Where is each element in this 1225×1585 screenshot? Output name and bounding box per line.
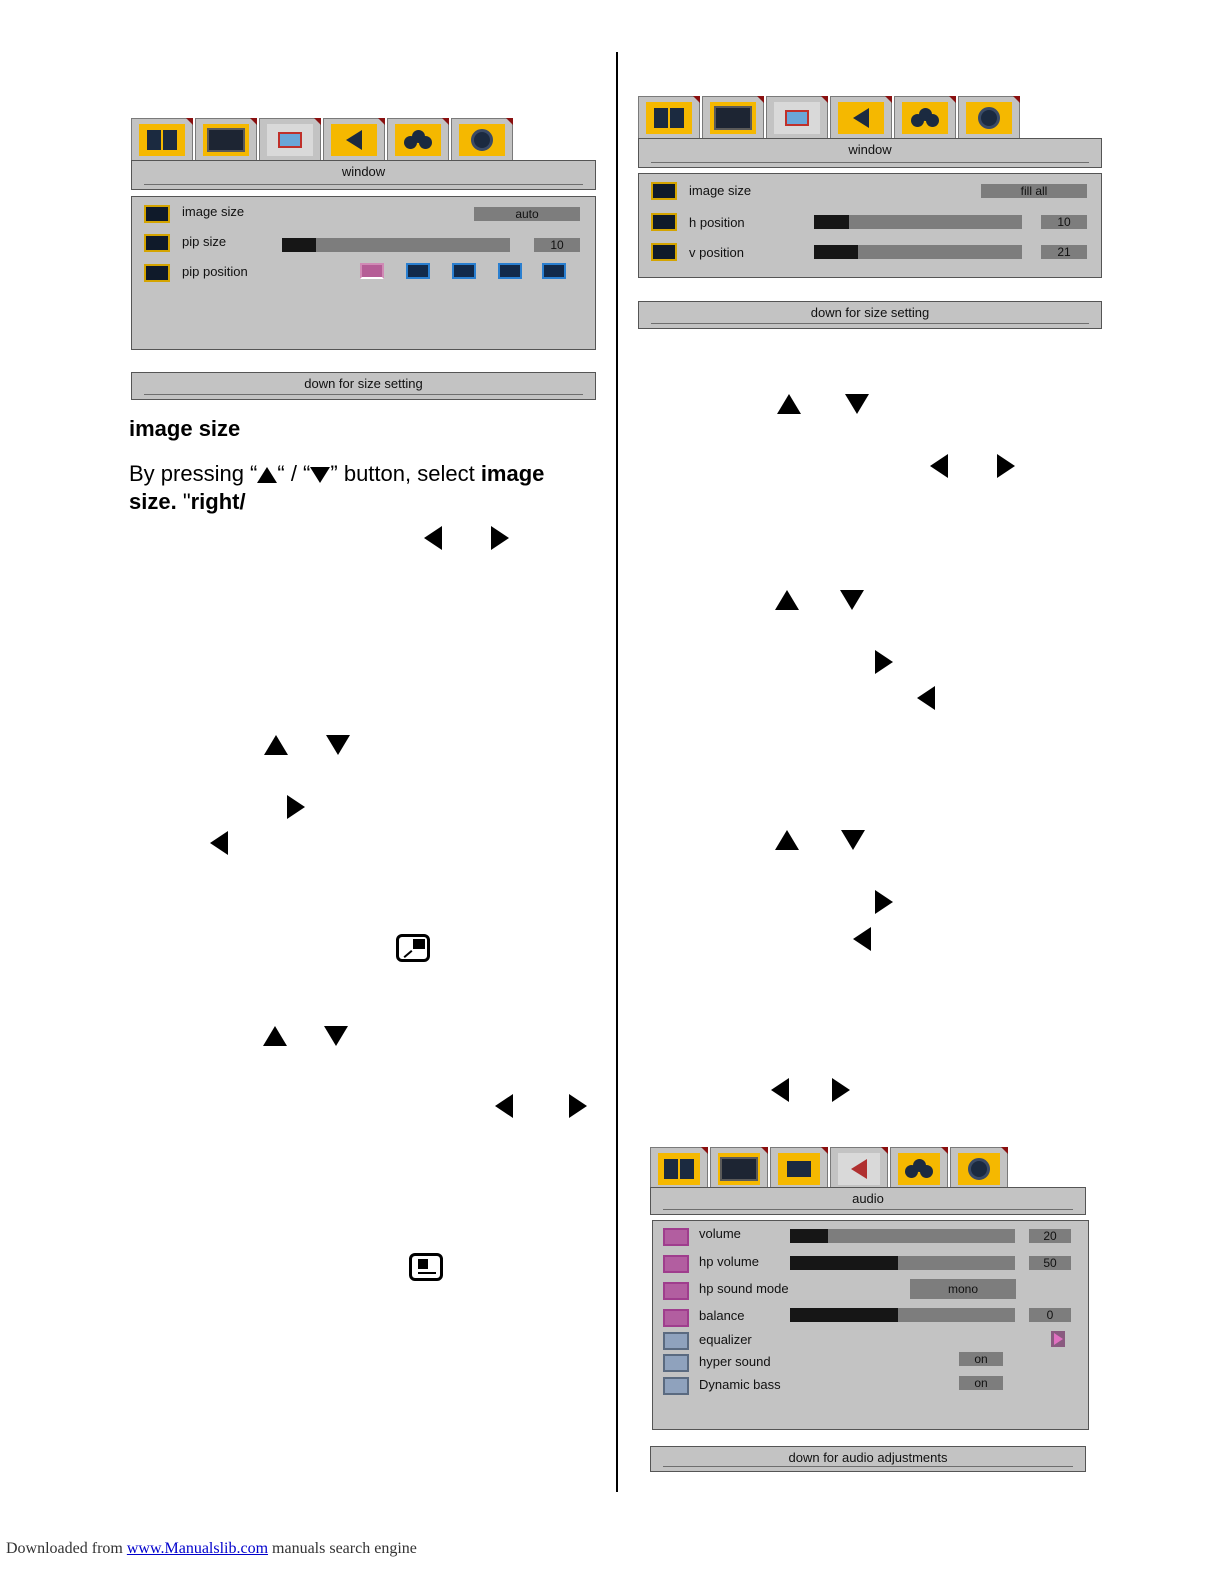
- slider-fill: [814, 215, 849, 229]
- menu-hint: down for size setting: [304, 376, 423, 391]
- slider-fill: [814, 245, 858, 259]
- gear-icon: [471, 129, 493, 151]
- tab-picture-mode[interactable]: [131, 118, 193, 160]
- menu-hint-bar: [650, 1446, 1086, 1472]
- h-position-value: 10: [1041, 215, 1087, 229]
- gear-icon: [968, 1158, 990, 1180]
- menu-hint: down for size setting: [810, 305, 930, 320]
- right-arrow-icon: [832, 1078, 850, 1102]
- menu-title: window: [848, 142, 892, 157]
- resize-icon: [278, 132, 302, 148]
- row-label: balance: [699, 1308, 745, 1323]
- menu-tabs: [650, 1147, 1010, 1189]
- tab-picture[interactable]: [702, 96, 764, 138]
- tab-window[interactable]: [259, 118, 321, 160]
- speaker-icon: [853, 108, 869, 128]
- tab-picture[interactable]: [710, 1147, 768, 1189]
- hp-volume-value: 50: [1029, 1256, 1071, 1270]
- row-label: hp volume: [699, 1254, 759, 1269]
- row-label: pip size: [182, 234, 227, 249]
- hp-volume-icon: [663, 1255, 689, 1273]
- h-position-slider[interactable]: [814, 215, 1022, 229]
- tab-picture-mode[interactable]: [650, 1147, 708, 1189]
- tab-window[interactable]: [770, 1147, 828, 1189]
- h-position-icon: [651, 213, 677, 231]
- left-arrow-icon: [930, 454, 948, 478]
- menu-title-bar: [131, 160, 596, 190]
- swap-button-icon: [409, 1253, 443, 1281]
- balls-icon: [911, 108, 939, 128]
- two-window-icon: [654, 108, 684, 128]
- gear-icon: [978, 107, 1000, 129]
- menu-title-bar: [638, 138, 1102, 168]
- row-label: image size: [182, 204, 245, 219]
- tab-features[interactable]: [894, 96, 956, 138]
- image-size-value[interactable]: auto: [474, 207, 580, 221]
- left-arrow-icon: [853, 927, 871, 951]
- right-arrow-icon: [569, 1094, 587, 1118]
- section-heading: image size: [129, 416, 241, 441]
- row-label: Dynamic bass: [699, 1377, 781, 1392]
- body-paragraph: By pressing “ “ / “ ” button, select image size. "right/: [129, 461, 545, 514]
- column-divider: [616, 52, 618, 1492]
- manualslib-link[interactable]: www.Manualslib.com: [126, 1540, 269, 1557]
- balance-slider[interactable]: [790, 1308, 1015, 1322]
- pip-position-option[interactable]: [542, 263, 566, 279]
- balance-value: 0: [1029, 1308, 1071, 1322]
- balance-icon: [663, 1309, 689, 1327]
- menu-title: window: [341, 164, 386, 179]
- row-label: pip position: [182, 264, 248, 279]
- menu-panel: [638, 173, 1102, 278]
- tab-features[interactable]: [890, 1147, 948, 1189]
- menu-tabs: [638, 96, 1022, 138]
- screen-icon: [720, 1157, 758, 1181]
- tab-picture-mode[interactable]: [638, 96, 700, 138]
- hp-sound-mode-icon: [663, 1282, 689, 1300]
- pip-position-option[interactable]: [498, 263, 522, 279]
- right-arrow-icon: [287, 795, 305, 819]
- tab-features[interactable]: [387, 118, 449, 160]
- down-arrow-icon: [324, 1026, 348, 1046]
- image-size-value[interactable]: fill all: [981, 184, 1087, 198]
- image-size-icon: [144, 205, 170, 223]
- pip-position-option-selected[interactable]: [360, 263, 384, 279]
- pip-size-icon: [144, 234, 170, 252]
- v-position-icon: [651, 243, 677, 261]
- down-arrow-icon: [845, 394, 869, 414]
- tab-audio[interactable]: [830, 1147, 888, 1189]
- pip-position-icon: [144, 264, 170, 282]
- menu-title: audio: [852, 1191, 884, 1206]
- row-label: volume: [699, 1226, 741, 1241]
- up-arrow-icon: [777, 394, 801, 414]
- volume-slider[interactable]: [790, 1229, 1015, 1243]
- image-size-icon: [651, 182, 677, 200]
- hp-sound-mode-value[interactable]: mono: [910, 1279, 1016, 1299]
- menu-hint-bar: [638, 301, 1102, 329]
- left-arrow-icon: [210, 831, 228, 855]
- screen-icon: [207, 128, 245, 152]
- resize-icon: [787, 1161, 811, 1177]
- up-arrow-icon: [264, 735, 288, 755]
- tab-window[interactable]: [766, 96, 828, 138]
- volume-icon: [663, 1228, 689, 1246]
- slider-fill: [790, 1308, 898, 1322]
- volume-value: 20: [1029, 1229, 1071, 1243]
- menu-hint-bar: [131, 372, 596, 400]
- v-position-slider[interactable]: [814, 245, 1022, 259]
- right-arrow-icon: [875, 890, 893, 914]
- up-arrow-icon: [775, 590, 799, 610]
- balls-icon: [404, 130, 432, 150]
- dynamic-bass-icon: [663, 1377, 689, 1395]
- down-arrow-icon: [840, 590, 864, 610]
- hyper-sound-value[interactable]: on: [959, 1352, 1003, 1366]
- screen-icon: [714, 106, 752, 130]
- up-arrow-icon: [263, 1026, 287, 1046]
- pip-size-value: 10: [534, 238, 580, 252]
- chevron-right-icon: [1054, 1333, 1063, 1345]
- footer-prefix: Downloaded from: [6, 1540, 123, 1557]
- row-label: image size: [689, 183, 752, 198]
- right-arrow-icon: [997, 454, 1015, 478]
- download-footer: [6, 1540, 417, 1558]
- left-arrow-icon: [771, 1078, 789, 1102]
- row-label: h position: [689, 215, 745, 230]
- pip-position-option[interactable]: [406, 263, 430, 279]
- menu-hint: down for audio adjustments: [788, 1450, 948, 1465]
- row-label: equalizer: [699, 1332, 752, 1347]
- paragraph-text: By pressing “ “ / “ ” button, select image: [129, 461, 545, 486]
- menu-title-bar: [650, 1187, 1086, 1215]
- down-arrow-icon: [310, 467, 330, 483]
- hp-volume-slider[interactable]: [790, 1256, 1015, 1270]
- equalizer-submenu-button[interactable]: [1051, 1331, 1065, 1347]
- left-arrow-icon: [424, 526, 442, 550]
- slider-fill: [282, 238, 316, 252]
- v-position-value: 21: [1041, 245, 1087, 259]
- row-label: hyper sound: [699, 1354, 771, 1369]
- balls-icon: [905, 1159, 933, 1179]
- row-label: hp sound mode: [699, 1281, 789, 1296]
- tab-install[interactable]: [958, 96, 1020, 138]
- hyper-sound-icon: [663, 1354, 689, 1372]
- tab-picture[interactable]: [195, 118, 257, 160]
- menu-panel: [131, 196, 596, 350]
- right-arrow-icon: [875, 650, 893, 674]
- left-arrow-icon: [917, 686, 935, 710]
- menu-panel: [652, 1220, 1089, 1430]
- two-window-icon: [147, 130, 177, 150]
- tab-install[interactable]: [451, 118, 513, 160]
- speaker-icon: [346, 130, 362, 150]
- left-arrow-icon: [495, 1094, 513, 1118]
- slider-fill: [790, 1256, 898, 1270]
- resize-button-icon: [396, 934, 430, 962]
- resize-icon: [785, 110, 809, 126]
- up-arrow-icon: [775, 830, 799, 850]
- row-label: v position: [689, 245, 744, 260]
- footer-suffix: manuals search engine: [272, 1540, 417, 1557]
- tab-audio[interactable]: [830, 96, 892, 138]
- slider-fill: [790, 1229, 828, 1243]
- tab-audio[interactable]: [323, 118, 385, 160]
- pip-size-slider[interactable]: [282, 238, 510, 252]
- two-window-icon: [664, 1159, 694, 1179]
- menu-tabs: [131, 118, 515, 160]
- tab-install[interactable]: [950, 1147, 1008, 1189]
- dynamic-bass-value[interactable]: on: [959, 1376, 1003, 1390]
- equalizer-icon: [663, 1332, 689, 1350]
- speaker-icon: [851, 1159, 867, 1179]
- down-arrow-icon: [326, 735, 350, 755]
- down-arrow-icon: [841, 830, 865, 850]
- up-arrow-icon: [257, 467, 277, 483]
- right-arrow-icon: [491, 526, 509, 550]
- pip-position-option[interactable]: [452, 263, 476, 279]
